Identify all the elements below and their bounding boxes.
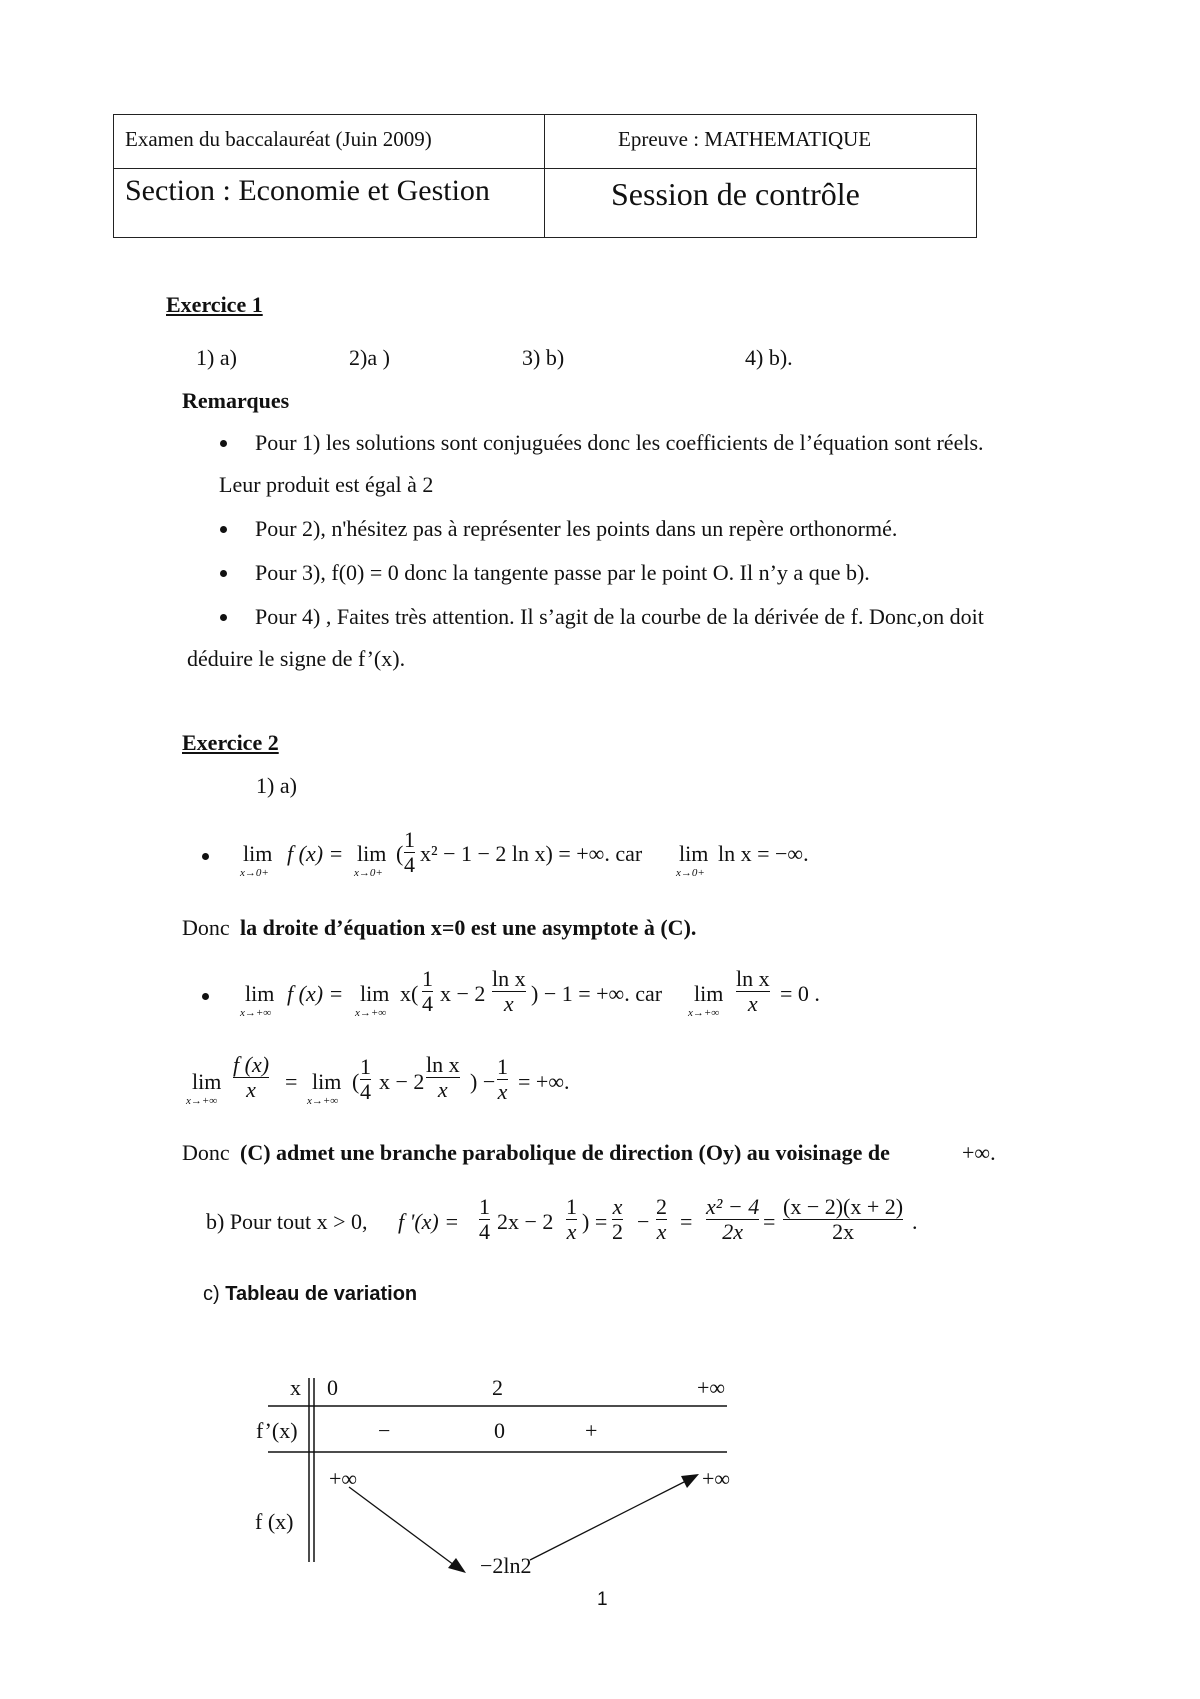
increasing-arrow [530, 1481, 686, 1560]
paren: ( [396, 841, 404, 866]
question-1c-title: Tableau de variation [225, 1283, 418, 1305]
sign-plus: + [585, 1418, 598, 1443]
lim-subscript: x→0+ [354, 867, 383, 879]
conclusion-1-prefix: Donc [182, 915, 230, 940]
eq3-body: x − 2 [379, 1069, 425, 1094]
eq3-end: = +∞. [518, 1069, 570, 1094]
numerator: 1 [360, 1054, 371, 1079]
numerator: 2 [656, 1194, 667, 1219]
answer-2: 2)a ) [349, 345, 390, 370]
table-x2: 2 [492, 1375, 503, 1400]
denominator: x [497, 1079, 508, 1104]
fprime-label: f '(x) = [398, 1209, 460, 1234]
lim-subscript: x→+∞ [688, 1007, 720, 1019]
lim-symbol: lim [357, 841, 387, 866]
denominator: 2 [612, 1219, 623, 1244]
question-1b: b) Pour tout x > 0, [206, 1209, 368, 1234]
denominator: x [656, 1219, 667, 1244]
conclusion-2-infinity: +∞. [962, 1140, 996, 1165]
lim-subscript: x→0+ [676, 867, 705, 879]
remark-4-line-2: déduire le signe de f’(x). [187, 646, 406, 671]
eq2-end: ) − 1 = +∞. car [531, 981, 663, 1006]
period: . [912, 1209, 918, 1234]
denominator: x [246, 1077, 256, 1102]
sign-minus: − [378, 1418, 391, 1443]
denominator: 4 [360, 1079, 371, 1104]
lim-symbol: lim [192, 1069, 222, 1094]
lim-symbol: lim [312, 1069, 342, 1094]
denominator: 4 [422, 991, 433, 1016]
decreasing-arrow [349, 1487, 454, 1565]
conclusion-2-prefix: Donc [182, 1140, 230, 1165]
f-left-limit: +∞ [329, 1466, 358, 1491]
lim-subscript: x→0+ [240, 867, 269, 879]
denominator: 2x [832, 1219, 855, 1244]
eq1-body: x² − 1 − 2 ln x) = +∞. car [420, 841, 643, 866]
eq2-body: x − 2 [440, 981, 486, 1006]
numerator: f (x) [233, 1052, 270, 1077]
exercise-2-title: Exercice 2 [182, 730, 279, 755]
remark-2: Pour 2), n'hésitez pas à représenter les points dans un repère orthonormé. [255, 516, 898, 541]
remarks-title: Remarques [182, 388, 290, 413]
numerator: 1 [479, 1194, 490, 1219]
table-xinf: +∞ [697, 1375, 726, 1400]
function-f: f (x) = [287, 981, 344, 1006]
table-x0: 0 [327, 1375, 338, 1400]
paren: ( [352, 1069, 360, 1094]
remark-1-line-1: Pour 1) les solutions sont conjuguées donc les coefficients de l’équation sont réels. [255, 430, 984, 455]
numerator: x² − 4 [706, 1194, 760, 1219]
minus: − [637, 1209, 650, 1234]
remark-3: Pour 3), f(0) = 0 donc la tangente passe par le point O. Il n’y a que b). [255, 560, 870, 585]
equals: = [763, 1209, 776, 1234]
numerator: (x − 2)(x + 2) [783, 1194, 904, 1219]
remark-4-line-1: Pour 4) , Faites très attention. Il s’agit de la courbe de la dérivée de f. Donc,on doit [255, 604, 984, 629]
conclusion-2: (C) admet une branche parabolique de direction (Oy) au voisinage de [240, 1140, 890, 1165]
eq3-close: ) − [470, 1069, 496, 1094]
numerator: 1 [422, 966, 433, 991]
f-right-limit: +∞ [702, 1466, 731, 1491]
numerator: ln x [426, 1052, 460, 1077]
answer-4: 4) b). [745, 345, 793, 370]
function-f: f (x) = [287, 841, 344, 866]
numerator: 1 [497, 1054, 508, 1079]
page-number: 1 [597, 1589, 608, 1610]
eq2-zero: = 0 . [780, 981, 820, 1006]
table-f-label: f (x) [255, 1509, 294, 1534]
table-fprime-label: f’(x) [256, 1418, 298, 1443]
question-1c-prefix: c) [203, 1283, 226, 1305]
equals: = [680, 1209, 693, 1234]
denominator: 4 [479, 1219, 490, 1244]
sign-zero: 0 [494, 1418, 505, 1443]
lim-symbol: lim [360, 981, 390, 1006]
denominator: x [437, 1077, 448, 1102]
decreasing-arrowhead [448, 1558, 466, 1573]
numerator: 1 [404, 827, 415, 852]
lim-symbol: lim [694, 981, 724, 1006]
lim-symbol: lim [245, 981, 275, 1006]
lim-symbol: lim [243, 841, 273, 866]
lim-subscript: x→+∞ [186, 1095, 218, 1107]
epreuve-label: Epreuve : MATHEMATIQUE [618, 127, 872, 151]
exam-label: Examen du baccalauréat (Juin 2009) [125, 127, 432, 151]
equals: = [285, 1069, 298, 1094]
answer-3: 3) b) [522, 345, 565, 370]
conclusion-1: la droite d’équation x=0 est une asymptote à (C). [240, 915, 697, 940]
numerator: ln x [492, 966, 526, 991]
section-label: Section : Economie et Gestion [125, 174, 490, 207]
eq1-end: ln x = −∞. [718, 841, 809, 866]
table-x-label: x [290, 1375, 301, 1400]
answer-1: 1) a) [196, 345, 237, 370]
numerator: x [612, 1194, 623, 1219]
f-minimum: −2ln2 [480, 1553, 532, 1578]
qb-body: 2x − 2 [497, 1209, 554, 1234]
numerator: ln x [736, 966, 770, 991]
denominator: x [566, 1219, 577, 1244]
denominator: 2x [722, 1219, 743, 1244]
question-1a: 1) a) [256, 773, 297, 798]
session-label: Session de contrôle [611, 176, 860, 212]
qb-paren: ) = [582, 1209, 608, 1234]
exercise-1-title: Exercice 1 [166, 292, 263, 317]
lim-subscript: x→+∞ [240, 1007, 272, 1019]
denominator: 4 [404, 852, 415, 877]
lim-subscript: x→+∞ [307, 1095, 339, 1107]
increasing-arrowhead [681, 1474, 699, 1488]
denominator: x [503, 991, 514, 1016]
denominator: x [747, 991, 758, 1016]
eq2-x: x( [400, 981, 419, 1006]
remark-1-line-2: Leur produit est égal à 2 [219, 472, 434, 497]
lim-subscript: x→+∞ [355, 1007, 387, 1019]
numerator: 1 [566, 1194, 577, 1219]
lim-symbol: lim [679, 841, 709, 866]
